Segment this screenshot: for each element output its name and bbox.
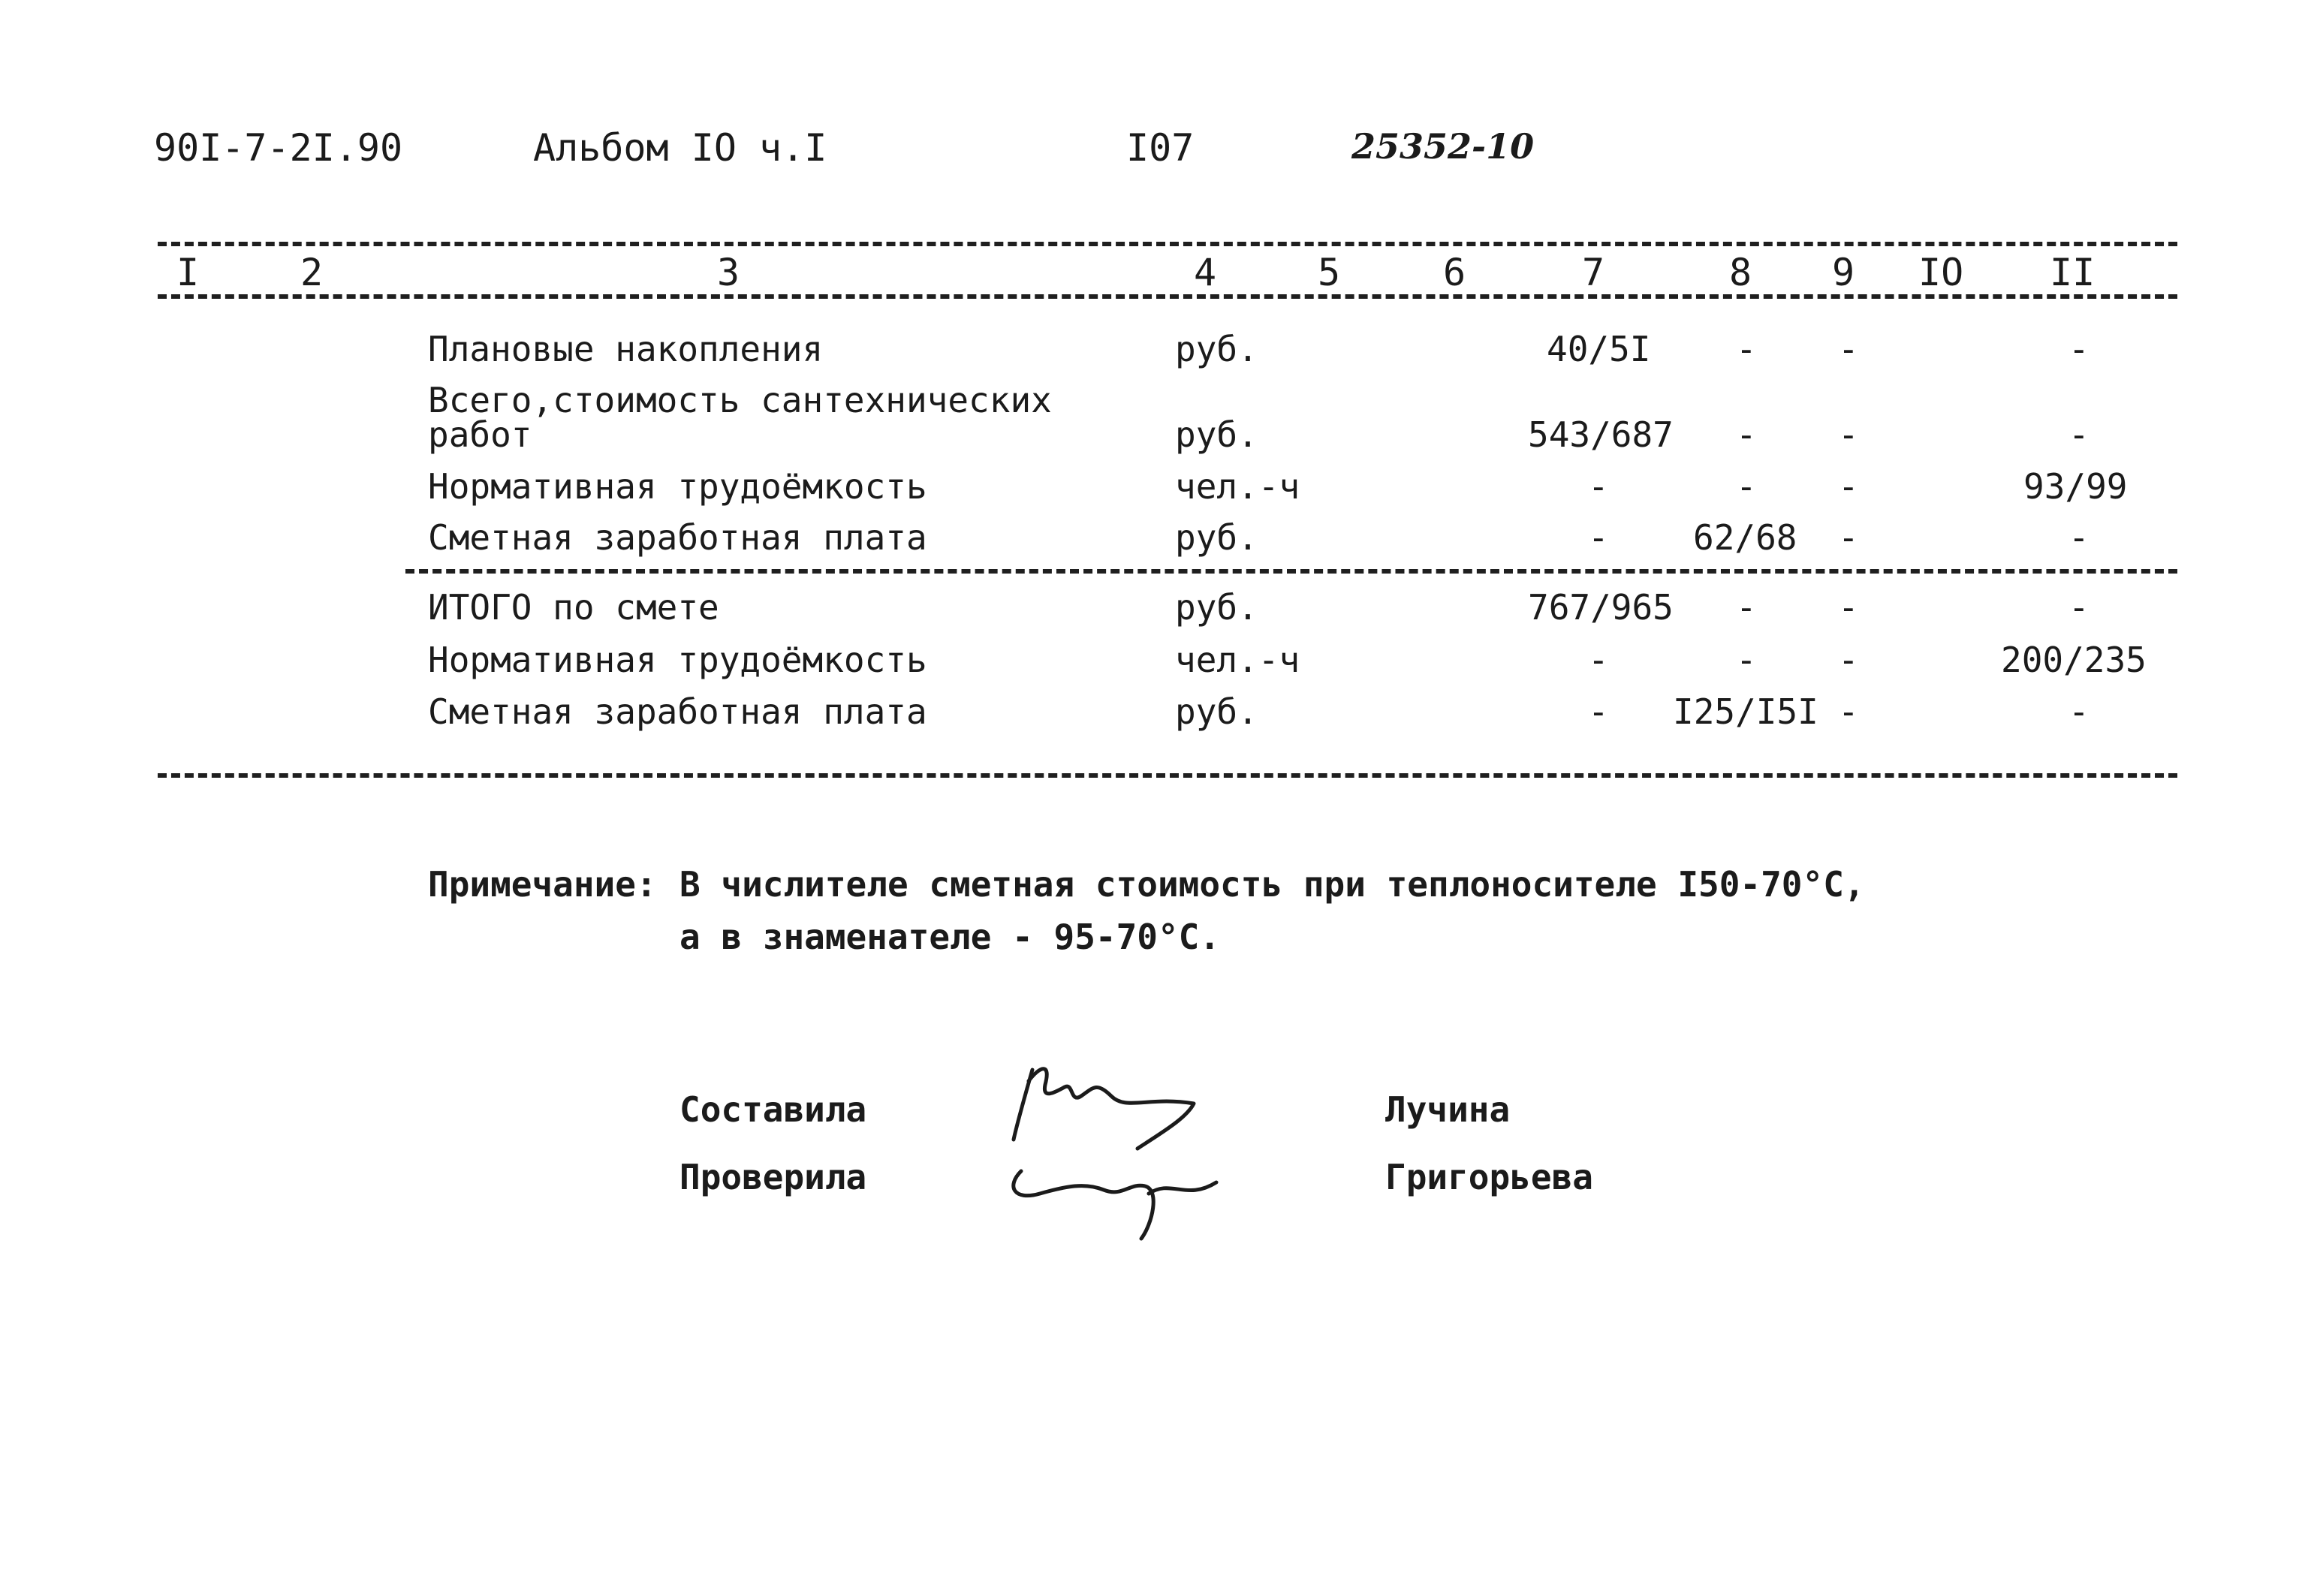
cell-col7: 767/965 <box>1528 587 1674 628</box>
column-number: II <box>2050 251 2096 294</box>
section-divider-rule <box>405 569 2177 574</box>
cell-col11: - <box>2068 587 2090 628</box>
cell-col11: 200/235 <box>2001 640 2147 680</box>
column-number: 4 <box>1194 251 1217 294</box>
signatory-name-compiled: Лучина <box>1385 1089 1511 1130</box>
column-header-rule <box>158 294 2177 299</box>
cell-col11: - <box>2068 517 2090 558</box>
row-unit: руб. <box>1175 691 1258 732</box>
signature-role-compiled: Составила <box>679 1089 867 1130</box>
cell-col8: - <box>1736 414 1757 455</box>
page-number: I07 <box>1126 126 1195 170</box>
cell-col8: - <box>1736 640 1757 680</box>
row-unit: руб. <box>1175 414 1258 455</box>
row-name: Нормативная трудоёмкость <box>428 466 927 507</box>
cell-col8: I25/I5I <box>1673 691 1818 732</box>
cell-col7: 543/687 <box>1528 414 1674 455</box>
cell-col8: - <box>1736 587 1757 628</box>
cell-col11: 93/99 <box>2023 466 2128 507</box>
column-number: I <box>176 251 200 294</box>
row-unit: руб. <box>1175 329 1258 369</box>
row-name: Нормативная трудоёмкость <box>428 640 927 680</box>
cell-col8: - <box>1736 329 1757 369</box>
column-number: 3 <box>717 251 740 294</box>
cell-col9: - <box>1838 691 1859 732</box>
row-name: ИТОГО по смете <box>428 587 719 628</box>
column-number: 7 <box>1582 251 1605 294</box>
handwritten-number: 25352-10 <box>1351 126 1535 167</box>
row-name: Плановые накопления <box>428 329 824 369</box>
column-number: 8 <box>1729 251 1752 294</box>
table-top-rule <box>158 242 2177 246</box>
column-number: 9 <box>1832 251 1855 294</box>
cell-col9: - <box>1838 640 1859 680</box>
table-bottom-rule <box>158 773 2177 778</box>
signature-role-checked: Проверила <box>679 1157 867 1197</box>
row-unit: чел.-ч <box>1175 640 1300 680</box>
column-number: 2 <box>300 251 324 294</box>
document-code: 90I-7-2I.90 <box>154 126 403 170</box>
row-name: Сметная заработная плата <box>428 691 927 732</box>
signatory-name-checked: Григорьева <box>1385 1157 1593 1197</box>
cell-col7: - <box>1588 691 1609 732</box>
cell-col7: - <box>1588 517 1609 558</box>
row-unit: руб. <box>1175 587 1258 628</box>
column-number: 5 <box>1318 251 1341 294</box>
cell-col7: - <box>1588 640 1609 680</box>
column-number: 6 <box>1443 251 1466 294</box>
row-name: Сметная заработная плата <box>428 517 927 558</box>
row-unit: чел.-ч <box>1175 466 1300 507</box>
note-line-2: а в знаменателе - 95-70°C. <box>679 917 1221 957</box>
handwritten-signature-checked <box>999 1141 1239 1254</box>
cell-col7: - <box>1588 466 1609 507</box>
cell-col8: - <box>1736 466 1757 507</box>
cell-col7: 40/5I <box>1547 329 1651 369</box>
cell-col11: - <box>2068 329 2090 369</box>
column-number: IO <box>1918 251 1964 294</box>
row-name-continued: работ <box>428 414 532 455</box>
note-line-1: В числителе сметная стоимость при теплоносителе I50-70°C, <box>679 864 1865 905</box>
cell-col9: - <box>1838 414 1859 455</box>
row-name: Всего,стоимость сантехнических <box>428 380 1052 420</box>
cell-col9: - <box>1838 466 1859 507</box>
album-label: Альбом IO ч.I <box>533 126 827 170</box>
cell-col11: - <box>2068 691 2090 732</box>
cell-col11: - <box>2068 414 2090 455</box>
note-label: Примечание: <box>428 864 657 905</box>
cell-col8: 62/68 <box>1693 517 1797 558</box>
cell-col9: - <box>1838 587 1859 628</box>
cell-col9: - <box>1838 517 1859 558</box>
cell-col9: - <box>1838 329 1859 369</box>
row-unit: руб. <box>1175 517 1258 558</box>
